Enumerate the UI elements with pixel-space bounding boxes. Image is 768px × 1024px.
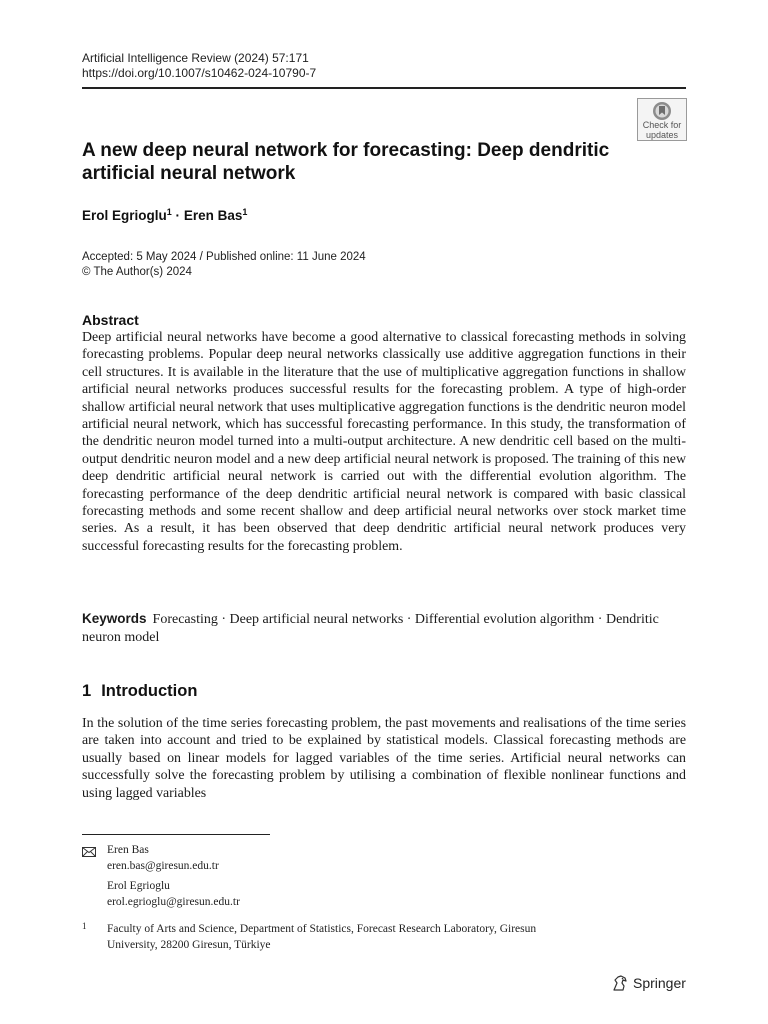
publication-dates [82, 250, 366, 280]
section-heading-introduction [82, 682, 197, 701]
contact-name: Eren Bas [107, 844, 149, 856]
affiliation-text [107, 922, 647, 953]
doi-link[interactable]: https://doi.org/10.1007/s10462-024-10790-7 [82, 65, 317, 80]
keywords-list: Forecasting · Deep artificial neural networks · Differential evolution algorithm · Dendritic neuron model [82, 612, 659, 645]
abstract-text: Deep artificial neural networks have become a good alternative to classical forecasting methods in solving forecasting problems. Popular deep neural networks classically use additive aggregation functions in their cell structures. It is available in the literature that the use of multiplicative aggregation functions in shallow artificial neural networks produces successful results for the forecasting problem. A type of high-order shallow artificial neural network that uses multiplicative aggregation functions is the dendritic neuron model artificial neural network, which has successful forecasting performance. In this study, the transformation of the dendritic neuron model turned into a multi-output architecture. A new dendritic cell based on the multi-output dendritic neuron model and a new deep artificial neural network is proposed. The training of this new deep dendritic artificial neural network is carried out with the differential evolution algorithm. The forecasting performance of the deep dendritic artificial neural network is compared with basic classical forecasting methods and some recent shallow and deep artificial neural networks over stock market time series. As a result, it has been observed that deep dendritic artificial neural network produces very successful forecasting results for the forecasting problem. [82, 330, 686, 554]
author-name[interactable]: Eren Bas [183, 208, 243, 223]
springer-horse-icon [611, 974, 629, 992]
journal-citation: Artificial Intelligence Review (2024) 57:171 [82, 51, 309, 65]
contact-email[interactable]: eren.bas@giresun.edu.tr [107, 859, 219, 872]
affiliation-line: University, 28200 Giresun, Türkiye [107, 938, 271, 951]
author-name[interactable]: Erol Egrioglu [82, 208, 167, 223]
copyright-notice: © The Author(s) 2024 [82, 266, 192, 278]
section-title: Introduction [101, 682, 198, 700]
check-for-updates-label: Check for updates [642, 120, 682, 140]
author-affiliation-marker: 1 [242, 207, 248, 217]
contact-name: Erol Egrioglu [107, 880, 170, 892]
affiliation-line: Faculty of Arts and Science, Department of Statistics, Forecast Research Laboratory, Giresun [107, 923, 537, 935]
keywords [82, 610, 686, 647]
keywords-label: Keywords [82, 611, 147, 626]
author-list [82, 207, 247, 223]
header-rule [82, 87, 686, 89]
author-affiliation-marker: 1 [166, 207, 172, 217]
contact-email[interactable]: erol.egrioglu@giresun.edu.tr [107, 895, 240, 908]
abstract-heading: Abstract [82, 312, 139, 328]
corresponding-contacts [107, 843, 240, 910]
section-number: 1 [82, 682, 92, 700]
affiliation-number: 1 [82, 921, 87, 931]
envelope-icon [82, 847, 96, 857]
accepted-published-dates: Accepted: 5 May 2024 / Published online: 11 June 2024 [82, 251, 366, 263]
author-separator: · [175, 208, 181, 223]
bookmark-circle-icon [651, 101, 673, 121]
introduction-text: In the solution of the time series forecasting problem, the past movements and realisations of the time series are taken into account and tried to be explained by statistical models. Classical forecasting methods are usually based on linear models for lagged variables of the time series. Artificial neural networks can successfully solve the forecasting problem by utilising a combination of flexible nonlinear functions and using lagged variables [82, 716, 686, 801]
publisher-name: Springer [633, 975, 686, 991]
check-for-updates-badge[interactable] [637, 98, 687, 141]
footnote-rule [82, 834, 270, 835]
journal-header [82, 51, 316, 80]
paper-title: A new deep neural network for forecasting: Deep dendritic artificial neural network [82, 140, 610, 184]
